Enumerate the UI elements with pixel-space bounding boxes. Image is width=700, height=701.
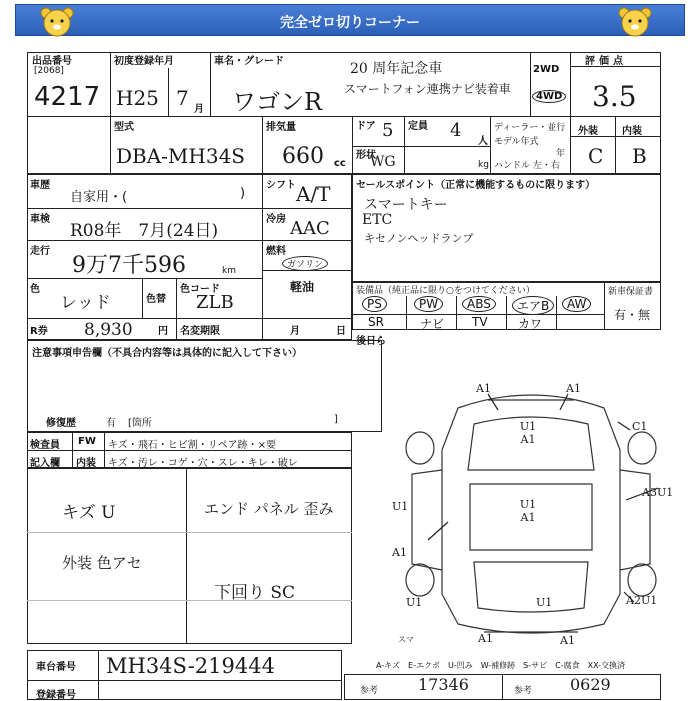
inspector-label-2: 記入欄 — [30, 458, 60, 469]
diagram-mark: A1 — [392, 546, 407, 559]
equip-leather: カワ — [518, 317, 543, 331]
fuel-label: 燃料 — [266, 246, 286, 257]
kg-unit: kg — [478, 160, 489, 170]
diagram-mark: A1 — [478, 632, 493, 645]
color-code: ZLB — [196, 292, 234, 313]
recycle-label: R券 — [30, 326, 48, 337]
color-value: レッド — [60, 293, 111, 313]
diagram-mark: スマ — [398, 635, 414, 644]
rear-seat-label: 後日ら — [356, 336, 386, 347]
grade-line1: 20 周年記念車 — [350, 61, 443, 77]
color-no-label: 色替 — [146, 294, 166, 305]
doors-label: ドア — [356, 121, 376, 132]
mileage-value: 9万7千596 — [72, 253, 186, 278]
equipment-label: 装備品（純正品に限り○をつけてください） — [356, 286, 535, 296]
mileage-unit: km — [222, 266, 236, 276]
first-reg-month: 7 — [176, 86, 189, 110]
banner — [15, 4, 685, 36]
doors-value: 5 — [382, 120, 394, 141]
diagram-mark: A1 — [566, 382, 581, 395]
mileage-label: 走行 — [30, 246, 50, 257]
capacity-label: 定員 — [408, 121, 428, 132]
year-unit: 年 — [556, 149, 566, 159]
ref2-label: 参考 — [514, 686, 533, 696]
ref1-label: 参考 — [360, 686, 379, 696]
chassis-label: 車台番号 — [36, 662, 76, 673]
equip-ps: PS — [362, 296, 387, 312]
history-label: 車歴 — [30, 180, 50, 191]
repair-parts: [箇所 — [128, 418, 152, 429]
recycle-unit: 円 — [158, 326, 168, 337]
type-value: DBA-MH34S — [116, 144, 246, 168]
ref1-value: 17346 — [418, 675, 469, 694]
title-day: 日 — [336, 326, 346, 337]
inspector-label-1: 検査員 — [30, 440, 60, 451]
type-label: 型式 — [114, 122, 134, 133]
repair-close: ] — [334, 414, 338, 425]
remark-left-1: キズ U — [62, 503, 116, 523]
bear-mascot-icon — [616, 6, 654, 38]
remark-right-1: エンド パネル 歪み — [204, 500, 334, 518]
recycle-value: 8,930 — [84, 320, 133, 340]
color-code-label: 色コード — [180, 284, 220, 295]
exterior-grade: C — [588, 144, 604, 168]
lot-sub: [2068] — [34, 66, 64, 76]
title-deadline-label: 名変期限 — [180, 326, 220, 337]
displacement-label: 排気量 — [266, 122, 296, 133]
remark-right-2: 下回り SC — [214, 583, 296, 603]
reg-label: 登録番号 — [36, 690, 76, 701]
aircon-value: AAC — [290, 218, 330, 239]
fuel-diesel: 軽油 — [290, 280, 315, 294]
fw-label: FW — [78, 436, 96, 447]
grade-line2: スマートフォン連携ナビ装着車 — [344, 82, 511, 96]
equip-navi: ナビ — [420, 317, 445, 331]
displacement-unit: cc — [334, 158, 346, 169]
displacement-value: 660 — [282, 144, 324, 169]
dealer-label: ディーラー・並行 — [494, 123, 566, 133]
first-reg-year: H25 — [116, 86, 159, 110]
model-name-label: 車名・グレード — [214, 56, 284, 67]
diagram-mark: A2U1 — [626, 594, 658, 607]
repair-value: 有 — [106, 418, 116, 429]
model-year-label: モデル年式 — [494, 137, 539, 147]
aircon-label: 冷房 — [266, 214, 286, 225]
int-items: キズ・汚レ・コゲ・穴・スレ・キレ・破レ — [108, 458, 298, 469]
score-value: 3.5 — [592, 80, 637, 113]
equip-abs: ABS — [462, 296, 496, 312]
month-unit: 月 — [194, 104, 204, 115]
equip-aw: AW — [562, 296, 591, 312]
sales-item: キセノンヘッドランプ — [364, 232, 474, 245]
exterior-label: 外装 — [578, 126, 598, 137]
capacity-unit: 人 — [478, 136, 488, 147]
banner-title: 完全ゼロ切りコーナー — [280, 15, 420, 31]
diagram-legend: A-キズ E-エクボ U-凹み W-補修跡 S-サビ C-腐食 XX-交換済 — [376, 661, 626, 670]
int-label: 内装 — [76, 458, 96, 469]
model-name: ワゴンR — [232, 88, 323, 116]
new-warranty-value: 有・無 — [614, 308, 651, 322]
color-label: 色 — [30, 284, 40, 295]
shift-value: A/T — [296, 182, 331, 206]
interior-grade: B — [632, 144, 647, 168]
first-reg-label: 初度登録年月 — [114, 56, 174, 67]
lot-label: 出品番号 — [32, 56, 72, 67]
equip-pw: PW — [414, 296, 443, 312]
ref2-value: 0629 — [570, 675, 611, 694]
diagram-mark: U1 — [536, 596, 553, 609]
capacity-value: 4 — [450, 120, 462, 141]
inspection-value: R08年 7月(24日) — [70, 221, 219, 241]
fuel-gas: ガソリン — [282, 256, 328, 271]
diagram-mark: C1 — [632, 420, 648, 433]
diagram-mark: U1 — [406, 596, 423, 609]
interior-label: 内装 — [622, 126, 642, 137]
history-value: 自家用・( — [70, 190, 128, 205]
diagram-mark: U1 — [392, 500, 409, 513]
title-month: 月 — [290, 326, 300, 337]
diagram-mark: A3U1 — [642, 486, 674, 499]
diagram-mark: U1 A1 — [519, 420, 537, 446]
score-label: 評価点 — [585, 56, 627, 67]
repair-label: 修復歴 — [46, 418, 76, 429]
sales-item: ETC — [362, 212, 393, 228]
sales-label: セールスポイント（正常に機能するものに限ります） — [356, 180, 596, 191]
diagram-mark: A1 — [476, 382, 491, 395]
equip-tv: TV — [472, 315, 488, 329]
shape-label: 形状 — [356, 150, 376, 161]
new-warranty-label: 新車保証書 — [608, 287, 654, 297]
history-close: ) — [240, 186, 246, 201]
lot-number: 4217 — [34, 82, 101, 112]
diagram-mark: A1 — [560, 634, 575, 647]
remark-left-2: 外装 色アセ — [62, 554, 142, 572]
equip-airbag: エアB — [512, 296, 554, 315]
fw-items: キズ・飛石・ヒビ割・リペア跡・×要 — [108, 440, 276, 451]
drive-4wd: 4WD — [532, 90, 566, 103]
drive-2wd: 2WD — [533, 64, 560, 75]
inspection-label: 車検 — [30, 214, 50, 225]
sales-item: スマートキー — [364, 197, 448, 213]
notes-title: 注意事項申告欄（不具合内容等は具体的に記入して下さい） — [32, 348, 302, 359]
diagram-mark: U1 A1 — [519, 498, 537, 524]
equip-sr: SR — [368, 315, 384, 329]
shift-label: シフト — [266, 180, 296, 191]
handle-label: ハンドル 左・右 — [494, 161, 560, 171]
shape-value: WG — [370, 154, 396, 170]
chassis-value: MH34S-219444 — [106, 654, 275, 678]
